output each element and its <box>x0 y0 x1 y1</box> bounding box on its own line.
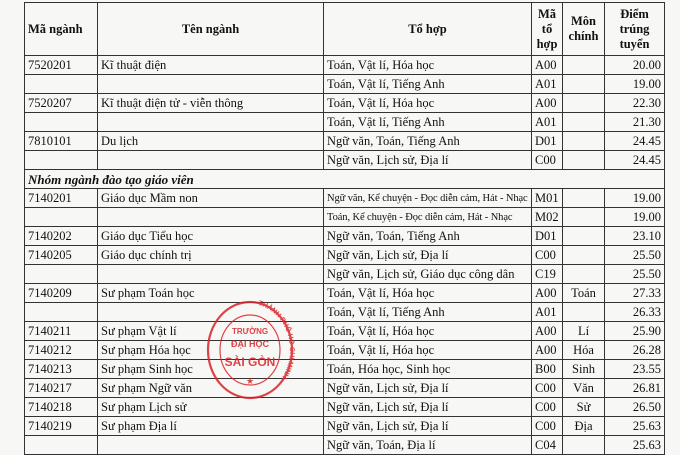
row-main-subject <box>563 151 605 170</box>
row-combo: Toán, Vật lí, Hóa học <box>324 322 532 341</box>
row-main-subject: Toán <box>563 284 605 303</box>
table-row <box>25 56 665 75</box>
row-score: 27.33 <box>605 284 665 303</box>
header-main-subject: Môn chính <box>563 3 605 56</box>
row-code: 7140217 <box>25 379 98 398</box>
table-row <box>25 322 665 341</box>
row-combo: Ngữ văn, Lịch sử, Địa lí <box>324 151 532 170</box>
row-combo-code: C00 <box>532 398 563 417</box>
row-score: 24.45 <box>605 151 665 170</box>
row-combo: Ngữ văn, Toán, Tiếng Anh <box>324 132 532 151</box>
row-name: Giáo dục chính trị <box>98 246 324 265</box>
row-code <box>25 113 98 132</box>
table-row <box>25 151 665 170</box>
row-code <box>25 303 98 322</box>
table-row <box>25 246 665 265</box>
row-combo-code: A01 <box>532 75 563 94</box>
row-score: 26.50 <box>605 398 665 417</box>
row-code: 7140201 <box>25 189 98 208</box>
row-code <box>25 75 98 94</box>
row-combo: Toán, Vật lí, Tiếng Anh <box>324 75 532 94</box>
row-code: 7140205 <box>25 246 98 265</box>
row-name: Kĩ thuật điện tử - viễn thông <box>98 94 324 113</box>
header-combo: Tổ hợp <box>324 3 532 56</box>
row-combo-code: B00 <box>532 360 563 379</box>
row-code: 7520207 <box>25 94 98 113</box>
row-code: 7140209 <box>25 284 98 303</box>
row-main-subject: Sử <box>563 398 605 417</box>
row-combo-code: D01 <box>532 227 563 246</box>
row-combo: Ngữ văn, Lịch sử, Địa lí <box>324 379 532 398</box>
row-combo: Toán, Vật lí, Hóa học <box>324 284 532 303</box>
row-combo: Ngữ văn, Toán, Tiếng Anh <box>324 227 532 246</box>
row-name: Kĩ thuật điện <box>98 56 324 75</box>
row-combo-code: C00 <box>532 151 563 170</box>
row-score: 25.90 <box>605 322 665 341</box>
row-combo-code: M02 <box>532 208 563 227</box>
row-combo: Toán, Vật lí, Tiếng Anh <box>324 303 532 322</box>
row-name <box>98 303 324 322</box>
row-name: Giáo dục Mầm non <box>98 189 324 208</box>
table-row <box>25 417 665 436</box>
row-combo: Toán, Vật lí, Hóa học <box>324 56 532 75</box>
row-main-subject: Văn <box>563 379 605 398</box>
row-combo: Toán, Vật lí, Hóa học <box>324 341 532 360</box>
row-code: 7140212 <box>25 341 98 360</box>
row-combo: Toán, Hóa học, Sinh học <box>324 360 532 379</box>
row-score: 25.50 <box>605 246 665 265</box>
row-name: Sư phạm Toán học <box>98 284 324 303</box>
row-score: 19.00 <box>605 208 665 227</box>
row-code: 7140202 <box>25 227 98 246</box>
admission-score-table <box>24 2 665 455</box>
row-code <box>25 265 98 284</box>
row-main-subject <box>563 75 605 94</box>
row-main-subject <box>563 56 605 75</box>
row-score: 23.55 <box>605 360 665 379</box>
header-name: Tên ngành <box>98 3 324 56</box>
row-combo-code: C00 <box>532 417 563 436</box>
table-row <box>25 208 665 227</box>
table-row <box>25 284 665 303</box>
seal-line3: SÀI GÒN <box>224 355 276 369</box>
row-main-subject <box>563 303 605 322</box>
row-combo-code: D01 <box>532 132 563 151</box>
row-code: 7140218 <box>25 398 98 417</box>
seal-line1: TRƯỜNG <box>231 327 269 336</box>
row-code: 7140219 <box>25 417 98 436</box>
row-name: Giáo dục Tiểu học <box>98 227 324 246</box>
row-name <box>98 265 324 284</box>
row-name <box>98 151 324 170</box>
row-code <box>25 208 98 227</box>
table-row <box>25 265 665 284</box>
row-main-subject <box>563 208 605 227</box>
row-score: 24.45 <box>605 132 665 151</box>
row-combo-code: C00 <box>532 246 563 265</box>
row-combo: Ngữ văn, Lịch sử, Địa lí <box>324 417 532 436</box>
row-name <box>98 75 324 94</box>
row-combo-code: A00 <box>532 56 563 75</box>
row-score: 20.00 <box>605 56 665 75</box>
row-combo-code: C00 <box>532 379 563 398</box>
table-row <box>25 379 665 398</box>
table-row <box>25 436 665 455</box>
row-score: 25.63 <box>605 436 665 455</box>
row-name <box>98 436 324 455</box>
row-score: 26.33 <box>605 303 665 322</box>
row-name: Sư phạm Sinh học <box>98 360 324 379</box>
row-combo-code: A00 <box>532 284 563 303</box>
row-score: 19.00 <box>605 75 665 94</box>
row-main-subject: Hóa <box>563 341 605 360</box>
table-row <box>25 94 665 113</box>
row-main-subject: Lí <box>563 322 605 341</box>
row-name: Sư phạm Ngữ văn <box>98 379 324 398</box>
row-combo-code: C19 <box>532 265 563 284</box>
row-name <box>98 208 324 227</box>
row-code: 7140211 <box>25 322 98 341</box>
row-combo: Ngữ văn, Lịch sử, Giáo dục công dân <box>324 265 532 284</box>
row-name: Sư phạm Hóa học <box>98 341 324 360</box>
row-main-subject <box>563 227 605 246</box>
row-code <box>25 436 98 455</box>
table-row <box>25 113 665 132</box>
row-combo-code: A01 <box>532 113 563 132</box>
header-code: Mã ngành <box>25 3 98 56</box>
row-name: Sư phạm Lịch sử <box>98 398 324 417</box>
row-combo: Ngữ văn, Kể chuyện - Đọc diễn cảm, Hát - Nhạc <box>324 189 532 208</box>
row-combo-code: M01 <box>532 189 563 208</box>
header-score: Điểm trúng tuyển <box>605 3 665 56</box>
row-score: 26.28 <box>605 341 665 360</box>
row-score: 21.30 <box>605 113 665 132</box>
row-score: 22.30 <box>605 94 665 113</box>
row-combo: Toán, Vật lí, Tiếng Anh <box>324 113 532 132</box>
group-title: Nhóm ngành đào tạo giáo viên <box>25 170 665 189</box>
table-header-row <box>25 3 665 56</box>
row-combo-code: A00 <box>532 94 563 113</box>
row-combo-code: A00 <box>532 322 563 341</box>
table-row <box>25 360 665 379</box>
row-main-subject <box>563 436 605 455</box>
row-score: 23.10 <box>605 227 665 246</box>
row-main-subject <box>563 94 605 113</box>
table-row <box>25 303 665 322</box>
row-combo: Toán, Kể chuyện - Đọc diễn cảm, Hát - Nhạc <box>324 208 532 227</box>
seal-ring-text: THÀNH PHỐ HỒ CHÍ MINH <box>257 300 295 380</box>
row-combo: Ngữ văn, Lịch sử, Địa lí <box>324 398 532 417</box>
row-name: Sư phạm Địa lí <box>98 417 324 436</box>
row-main-subject <box>563 246 605 265</box>
row-score: 25.63 <box>605 417 665 436</box>
row-combo-code: C04 <box>532 436 563 455</box>
row-combo: Ngữ văn, Lịch sử, Địa lí <box>324 246 532 265</box>
table-row <box>25 75 665 94</box>
row-name <box>98 113 324 132</box>
table-row <box>25 398 665 417</box>
row-combo-code: A00 <box>532 341 563 360</box>
seal-line2: ĐẠI HỌC <box>231 339 269 349</box>
row-score: 19.00 <box>605 189 665 208</box>
table-row <box>25 132 665 151</box>
row-code: 7520201 <box>25 56 98 75</box>
row-combo: Toán, Vật lí, Hóa học <box>324 94 532 113</box>
row-score: 25.50 <box>605 265 665 284</box>
seal-star-icon: ★ <box>245 376 255 386</box>
row-name: Du lịch <box>98 132 324 151</box>
row-main-subject <box>563 132 605 151</box>
row-code: 7140213 <box>25 360 98 379</box>
row-main-subject <box>563 113 605 132</box>
row-code <box>25 151 98 170</box>
row-main-subject <box>563 189 605 208</box>
table-row <box>25 189 665 208</box>
row-main-subject: Địa <box>563 417 605 436</box>
header-combo-code: Mã tổ hợp <box>532 3 563 56</box>
row-name: Sư phạm Vật lí <box>98 322 324 341</box>
row-score: 26.81 <box>605 379 665 398</box>
row-code: 7810101 <box>25 132 98 151</box>
row-combo: Ngữ văn, Toán, Địa lí <box>324 436 532 455</box>
group-row <box>25 170 665 189</box>
table-row <box>25 227 665 246</box>
table-row <box>25 341 665 360</box>
row-main-subject: Sinh <box>563 360 605 379</box>
row-combo-code: A01 <box>532 303 563 322</box>
row-main-subject <box>563 265 605 284</box>
